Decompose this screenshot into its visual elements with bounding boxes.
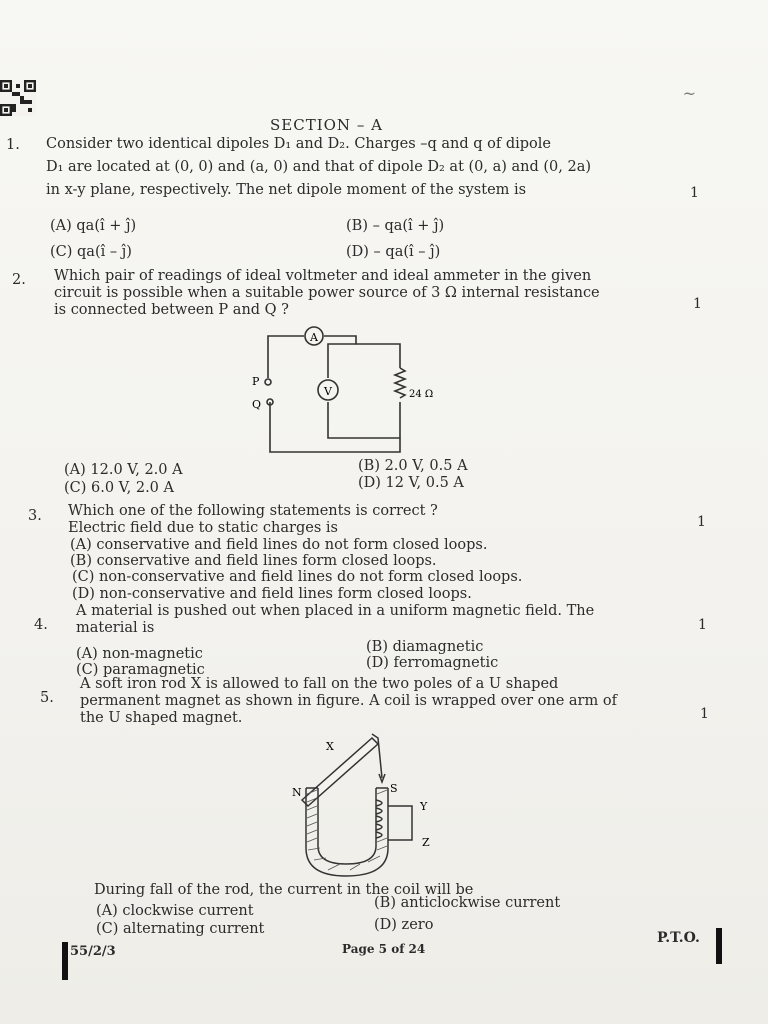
resistor-label: 24 Ω: [409, 389, 434, 400]
question-5-subtext: During fall of the rod, the current in the coil will be: [94, 882, 474, 898]
option-b: (B) conservative and field lines form closed loops.: [70, 553, 437, 569]
question-number: 3.: [28, 508, 42, 524]
ammeter-label: A: [310, 331, 318, 344]
question-text-line: is connected between P and Q ?: [54, 302, 289, 318]
question-text-line: material is: [76, 620, 155, 636]
option-a: (A) non-magnetic: [76, 646, 203, 662]
south-pole-label: S: [390, 782, 398, 795]
pto-label: P.T.O.: [657, 930, 700, 946]
question-number: 5.: [40, 690, 54, 706]
question-number: 1.: [6, 137, 20, 153]
question-text-line: Which one of the following statements is correct ?: [68, 503, 438, 519]
section-title: SECTION – A: [270, 116, 383, 134]
circuit-diagram: [246, 322, 446, 457]
option-c: (C) paramagnetic: [76, 662, 205, 678]
terminal-p-label: P: [252, 375, 260, 388]
option-c: (C) qa(î – ĵ): [50, 244, 132, 260]
u-magnet-diagram: [284, 730, 444, 880]
question-text-line: A material is pushed out when placed in a uniform magnetic field. The: [76, 603, 595, 619]
coil-end-y-label: Y: [420, 800, 428, 813]
option-a: (A) conservative and field lines do not form closed loops.: [70, 537, 488, 553]
marks: 1: [700, 706, 709, 722]
voltmeter-label: V: [324, 385, 332, 398]
page-number: Page 5 of 24: [342, 942, 426, 956]
question-text-line: permanent magnet as shown in figure. A coil is wrapped over one arm of: [80, 693, 617, 709]
option-c: (C) 6.0 V, 2.0 A: [64, 480, 174, 496]
question-text-line: circuit is possible when a suitable power source of 3 Ω internal resistance: [54, 285, 600, 301]
question-text-line: A soft iron rod X is allowed to fall on the two poles of a U shaped: [80, 676, 559, 692]
marks: 1: [697, 514, 706, 530]
marks: 1: [693, 296, 702, 312]
question-2-text: [54, 268, 674, 319]
option-b: (B) – qa(î + ĵ): [346, 218, 445, 234]
question-text-line: in x-y plane, respectively. The net dipole moment of the system is: [46, 182, 527, 198]
qr-code: [0, 80, 36, 116]
option-a: (A) clockwise current: [96, 903, 254, 919]
question-4-text: [76, 603, 676, 637]
option-d: (D) 12 V, 0.5 A: [358, 475, 464, 491]
footer-bar-right: [716, 928, 722, 964]
rod-label: X: [326, 740, 334, 753]
option-a: (A) qa(î + ĵ): [50, 218, 137, 234]
terminal-q-label: Q: [252, 398, 262, 411]
question-text-line: Which pair of readings of ideal voltmeter and ideal ammeter in the given: [54, 268, 592, 284]
marks: 1: [698, 617, 707, 633]
question-1-text: [46, 136, 666, 199]
option-a: (A) 12.0 V, 2.0 A: [64, 462, 183, 478]
north-pole-label: N: [292, 786, 302, 799]
question-text-line: D₁ are located at (0, 0) and (a, 0) and that of dipole D₂ at (0, a) and (0, 2a): [46, 159, 592, 175]
question-text-line: Consider two identical dipoles D₁ and D₂. Charges –q and q of dipole: [46, 136, 552, 152]
option-d: (D) ferromagnetic: [366, 655, 499, 671]
option-d: (D) zero: [374, 917, 434, 933]
option-b: (B) 2.0 V, 0.5 A: [358, 458, 468, 474]
question-3-text: [68, 503, 668, 537]
marks: 1: [690, 185, 699, 201]
paper-code: 55/2/3: [70, 944, 116, 959]
option-b: (B) diamagnetic: [366, 639, 484, 655]
question-number: 2.: [12, 272, 26, 288]
coil-end-z-label: Z: [422, 836, 430, 849]
option-d: (D) non-conservative and field lines form closed loops.: [72, 586, 472, 602]
pen-mark: ~: [682, 84, 696, 103]
question-text-line: Electric field due to static charges is: [68, 520, 338, 536]
option-c: (C) non-conservative and field lines do not form closed loops.: [72, 569, 523, 585]
question-text-line: the U shaped magnet.: [80, 710, 243, 726]
question-number: 4.: [34, 617, 48, 633]
option-b: (B) anticlockwise current: [374, 895, 561, 911]
question-5-text: [80, 676, 680, 727]
option-d: (D) – qa(î – ĵ): [346, 244, 441, 260]
footer-bar-left: [62, 942, 68, 980]
option-c: (C) alternating current: [96, 921, 265, 937]
